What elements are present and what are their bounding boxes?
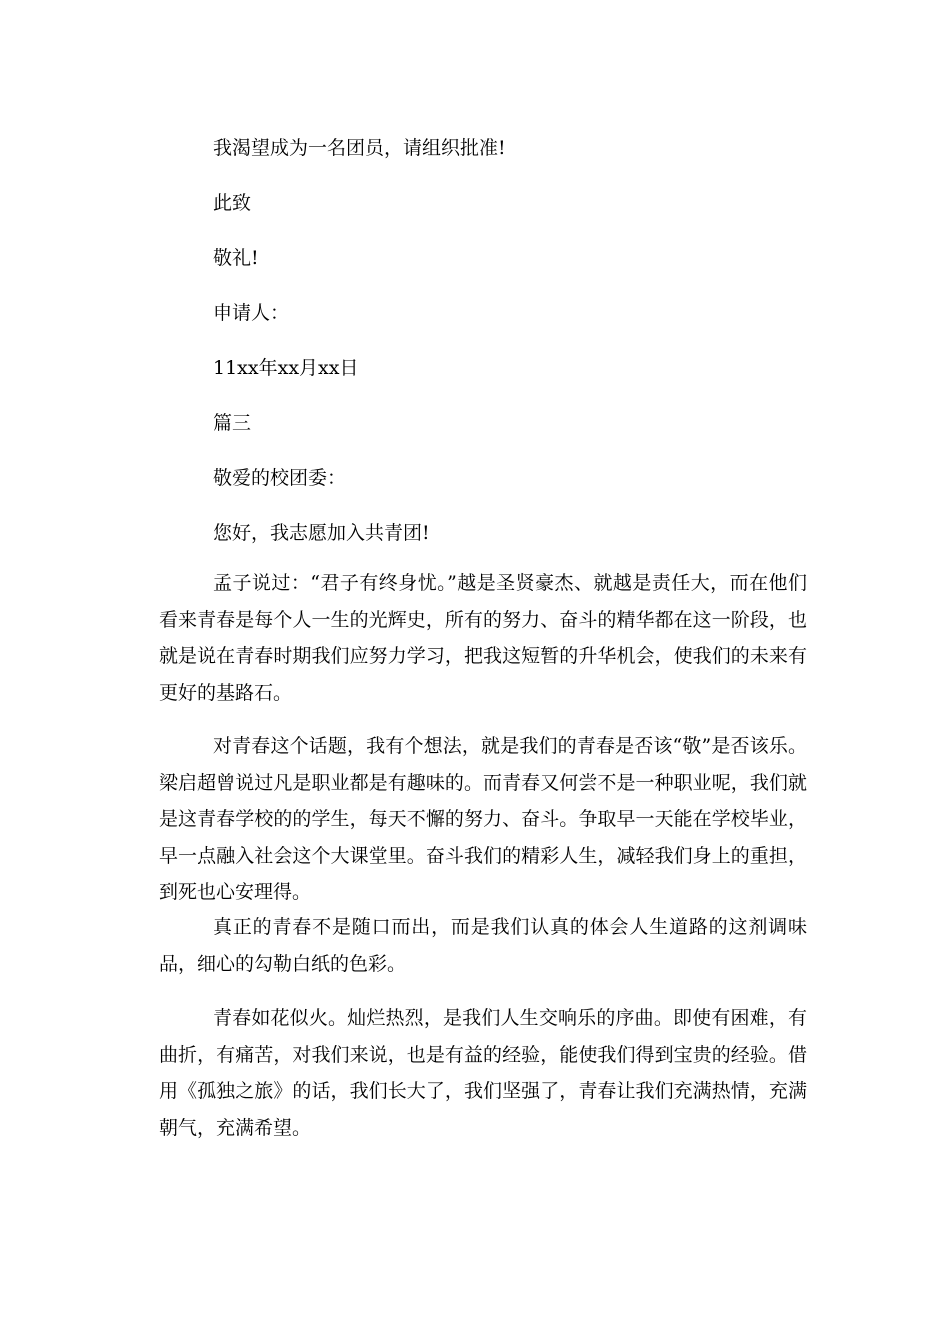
body-paragraph-1: 孟子说过：“君子有终身忧。”越是圣贤豪杰、就越是责任大，而在他们看来青春是每个人一生的光辉史，所有的努力、奋斗的精华都在这一阶段，也就是说在青春时期我们应努力学习，把我这短暂的升华机会，使我们的未来有更好的基路石。	[159, 572, 807, 704]
body-paragraph-2: 对青春这个话题，我有个想法，就是我们的青春是否该“敬”是否该乐。梁启超曾说过凡是职业都是有趣味的。而青春又何尝不是一种职业呢，我们就是这青春学校的的学生，每天不懈的努力、奋斗。争取早一天能在学校毕业，早一点融入社会这个大课堂里。奋斗我们的精彩人生，减轻我们身上的重担，到死也心安理得。	[159, 735, 807, 903]
text-line-date: 11xx年xx月xx日	[213, 357, 359, 379]
text-line-regards: 敬礼!	[213, 247, 259, 269]
body-paragraph-4: 青春如花似火。灿烂热烈，是我们人生交响乐的序曲。即使有困难，有曲折，有痛苦，对我们来说，也是有益的经验，能使我们得到宝贵的经验。借用《孤独之旅》的话，我们长大了，我们坚强了，青春让我们充满热情，充满朝气，充满希望。	[159, 1007, 807, 1139]
text-line-greeting: 您好，我志愿加入共青团!	[213, 522, 430, 544]
text-line-approval-request: 我渴望成为一名团员，请组织批准!	[213, 137, 506, 159]
text-line-addressee: 敬爱的校团委：	[213, 467, 347, 489]
section-heading: 篇三	[213, 412, 252, 434]
body-paragraph-3: 真正的青春不是随口而出，而是我们认真的体会人生道路的这剂调味品，细心的勾勒白纸的色彩。	[159, 916, 807, 975]
text-line-salutation: 此致	[213, 192, 252, 214]
text-line-applicant: 申请人：	[213, 302, 290, 324]
